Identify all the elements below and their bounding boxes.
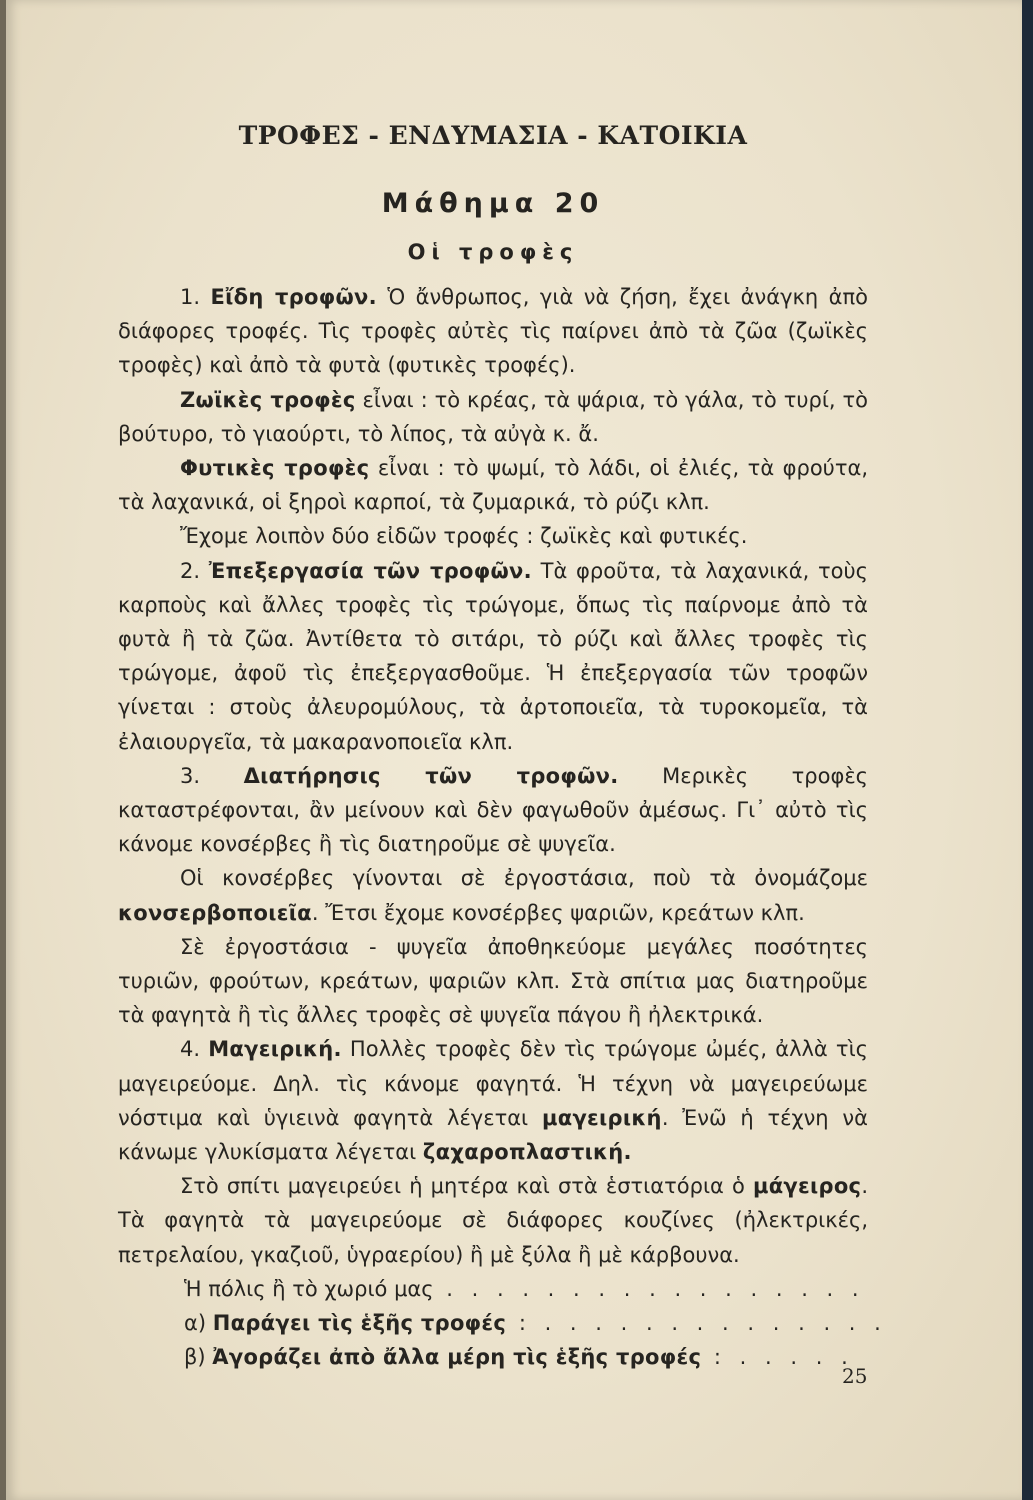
term-bold: κονσερβοποιεῖα <box>118 900 312 925</box>
paragraph-summary: Ἔχομε λοιπὸν δύο εἰδῶν τροφές : ζωϊκὲς καὶ φυτικές. <box>180 524 748 549</box>
paragraph-text: . Ἐνῶ ἡ τέχνη νὰ κάνωμε γλυκίσματα λέγεται <box>118 1105 868 1165</box>
paragraph-cook <box>118 1169 868 1272</box>
section-number: 4. <box>180 1037 209 1062</box>
paragraph-food-types <box>118 280 868 383</box>
paragraph-text: εἶναι : τὸ ψωμί, τὸ λάδι, οἱ ἐλιές, τὰ φρούτα, τὰ λαχανικά, οἱ ξηροὶ καρποί, τὰ ζυμαρικά, τὸ ρύζι κλπ. <box>118 456 868 515</box>
lesson-title: Μάθημα 20 <box>381 188 605 219</box>
paragraph-text: Πολλὲς τροφὲς δὲν τὶς τρώγομε ὠμές, ἀλλὰ τὶς μαγειρεύομε. Δηλ. τὶς κάνομε φαγητά. Ἡ τέχνη νὰ μαγειρεύωμε νόστιμα καὶ ὑγιεινὰ φαγητὰ λέγεται <box>118 1037 869 1130</box>
term-bold: ζαχαροπλαστική. <box>422 1140 632 1165</box>
paragraph-text: Ὁ ἄνθρωπος, γιὰ νὰ ζήση, ἔχει ἀνάγκη ἀπὸ διάφορες τροφές. Τὶς τροφὲς αὐτὲς τὶς παίρνει ἀπὸ τὰ ζῶα (ζωϊκὲς τροφὲς) καὶ ἀπὸ τὰ φυτὰ (φυτικὲς τροφές). <box>118 285 868 378</box>
section-heading: Μαγειρική. <box>208 1037 342 1062</box>
book-cover-edge <box>1022 0 1033 1500</box>
chapter-title: ΤΡΟΦΕΣ - ΕΝΔΥΜΑΣΙΑ - ΚΑΤΟΙΚΙΑ <box>238 121 748 150</box>
section-number: 3. <box>180 763 244 788</box>
section-number: 2. <box>180 558 209 583</box>
page-content <box>118 112 887 1375</box>
term-heading: Ζωϊκὲς τροφὲς <box>180 387 356 412</box>
section-heading: Διατήρησις τῶν τροφῶν. <box>243 763 619 788</box>
paragraph-refrigeration: Σὲ ἐργοστάσια - ψυγεῖα ἀποθηκεύομε μεγάλες ποσότητες τυριῶν, φρούτων, κρεάτων, ψαριῶν κλπ. Στὰ σπίτια μας διατηροῦμε τὰ φαγητὰ ἢ τὶς ἄλλες τροφὲς σὲ ψυγεῖα πάγου ἢ ἠλεκτρικά. <box>118 934 868 1028</box>
exercise-block <box>118 1272 887 1375</box>
exercise-text: Ἡ πόλις ἢ τὸ χωριό μας <box>184 1276 434 1301</box>
term-heading: Φυτικὲς τροφὲς <box>180 456 370 481</box>
paragraph-processing <box>118 554 868 759</box>
paragraph-text: . Τὰ φαγητὰ τὰ μαγειρεύομε σὲ διάφορες κουζίνες (ἠλεκτρικές, πετρελαίου, γκαζιοῦ, ὑγραερίου) ἢ μὲ ξύλα ἢ μὲ κάρβουνα. <box>118 1174 868 1267</box>
fill-in-dots: . . . . . . . . . . . . . . . . . <box>433 1276 865 1301</box>
fill-in-dots: : . . . . . . . . . . . . . . <box>506 1311 887 1336</box>
item-label: β) <box>184 1345 213 1370</box>
section-number: 1. <box>180 285 211 309</box>
paragraph-canneries <box>118 861 868 929</box>
lesson-subtitle: Οἱ τροφὲς <box>407 240 579 264</box>
term-bold: μαγειρική <box>541 1105 662 1130</box>
fill-in-dots: : . . . . . <box>701 1345 854 1370</box>
item-text: Ἀγοράζει ἀπὸ ἄλλα μέρη τὶς ἑξῆς τροφές <box>212 1345 702 1370</box>
term-bold: μάγειρος <box>752 1174 862 1199</box>
exercise-item-b <box>184 1340 868 1374</box>
paragraph-preservation <box>118 759 868 862</box>
paragraph-text: Τὰ φροῦτα, τὰ λαχανικά, τοὺς καρποὺς καὶ ἄλλες τροφὲς τὶς τρώγομε, ὅπως τὶς παίρνομε ἀπὸ τὰ φυτὰ ἢ τὰ ζῶα. Ἀντίθετα τὸ σιτάρι, τὸ ρύζι καὶ ἄλλες τροφὲς τὶς τρώγομε, ἀφοῦ τὶς ἐπεξεργασθοῦμε. Ἡ ἐπεξεργασία τῶν τροφῶν γίνεται : στοὺς ἀλευρομύλους, τὰ ἀρτοποιεῖα, τὰ τυροκομεῖα, τὰ ἐλαιουργεῖα, τὰ μακαρανοποιεῖα κλπ. <box>118 558 868 754</box>
page-number: 25 <box>842 1364 868 1388</box>
exercise-item-a <box>184 1306 887 1340</box>
item-text: Παράγει τὶς ἑξῆς τροφές <box>212 1311 507 1336</box>
item-label: α) <box>184 1311 213 1336</box>
paragraph-cooking <box>118 1032 868 1169</box>
paragraph-text: Μερικὲς τροφὲς καταστρέφονται, ἂν μείνουν καὶ δὲν φαγωθοῦν ἀμέσως. Γι᾽ αὐτὸ τὶς κάνομε κονσέρβες ἢ τὶς διατηροῦμε σὲ ψυγεῖα. <box>118 763 868 857</box>
paragraph-text: Οἱ κονσέρβες γίνονται σὲ ἐργοστάσια, ποὺ τὰ ὀνομάζομε <box>180 866 868 891</box>
section-heading: Ἐπεξεργασία τῶν τροφῶν. <box>208 558 532 583</box>
paragraph-text: Στὸ σπίτι μαγειρεύει ἡ μητέρα καὶ στὰ ἑστιατόρια ὁ <box>180 1174 753 1199</box>
paragraph-animal-foods <box>118 383 868 451</box>
exercise-intro <box>184 1272 868 1306</box>
paragraph-text: εἶναι : τὸ κρέας, τὰ ψάρια, τὸ γάλα, τὸ τυρί, τὸ βούτυρο, τὸ γιαούρτι, τὸ λίπος, τὰ αὐγὰ κ. ἄ. <box>118 387 869 446</box>
paragraph-text: . Ἔτσι ἔχομε κονσέρβες ψαριῶν, κρεάτων κλπ. <box>311 900 805 925</box>
section-heading: Εἴδη τροφῶν. <box>210 285 377 309</box>
paragraph-plant-foods <box>118 451 868 519</box>
